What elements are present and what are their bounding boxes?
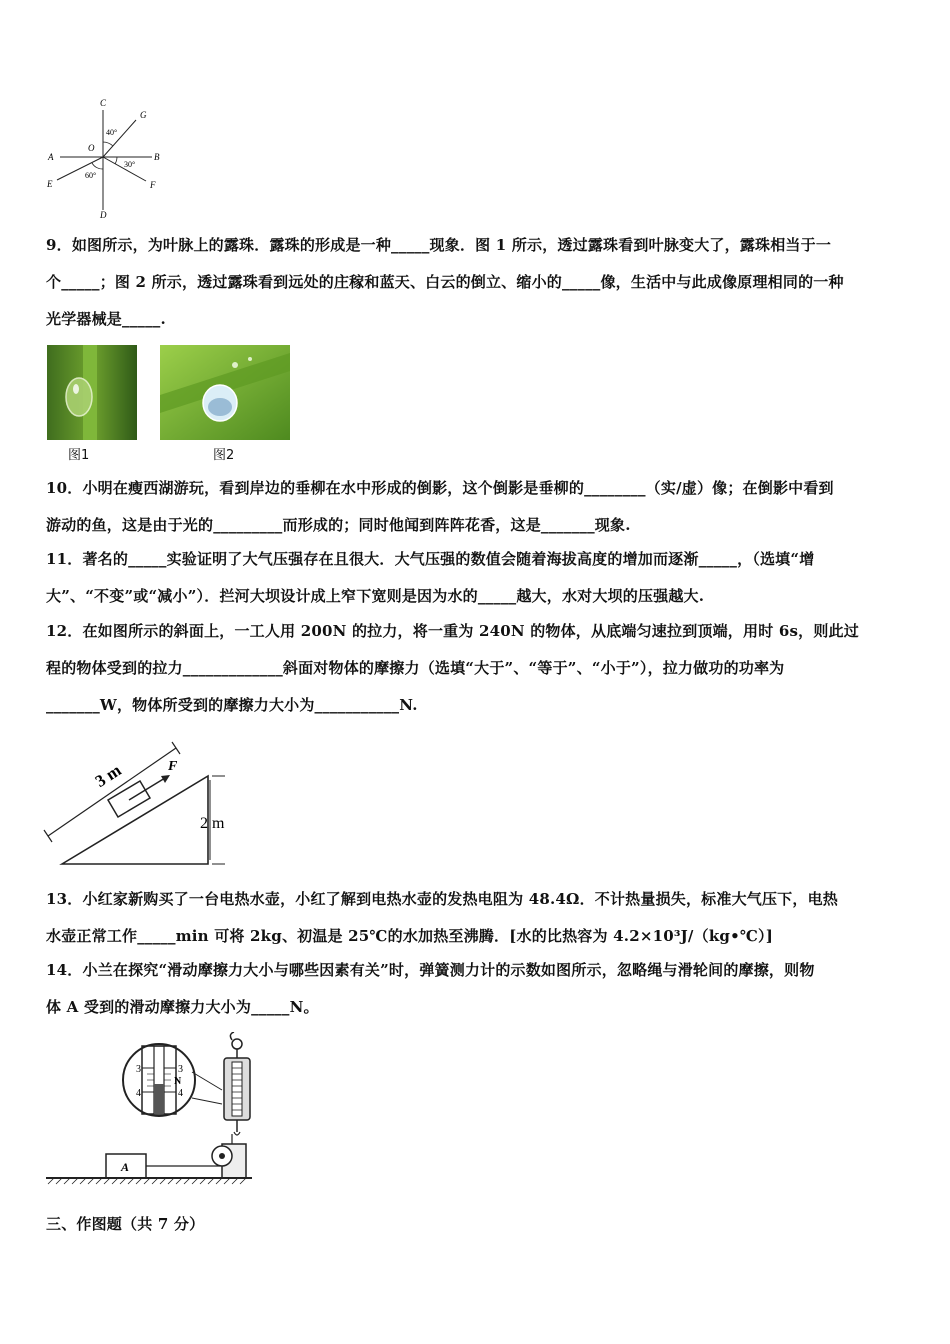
label-B: B <box>154 152 160 162</box>
scale-label-4-left: 4 <box>136 1088 141 1099</box>
q9-line1: 9．如图所示，为叶脉上的露珠．露珠的形成是一种_____现象．图 1 所示，透过露珠看到叶脉变大了，露珠相当于一 <box>46 236 832 254</box>
q10-line1: 10．小明在瘦西湖游玩，看到岸边的垂柳在水中形成的倒影，这个倒影是垂柳的________（实/虚）像；在倒影中看到 <box>46 479 834 497</box>
angle-30: 30° <box>124 160 136 169</box>
angle-40: 40° <box>106 128 118 137</box>
q12-line2: 程的物体受到的拉力_____________斜面对物体的摩擦力（选填“大于”、“等于”、“小于”），拉力做功的功率为 <box>46 659 785 677</box>
scale-label-3-right: 3 <box>178 1064 183 1075</box>
incline-force-label: F <box>168 759 178 774</box>
angle-60: 60° <box>85 171 97 180</box>
label-C: C <box>100 98 107 108</box>
scale-unit: N <box>174 1076 182 1087</box>
label-F: F <box>150 180 156 190</box>
label-D: D <box>100 210 107 220</box>
scale-label-4-right: 4 <box>178 1088 183 1099</box>
scale-label-3-left: 3 <box>136 1064 141 1075</box>
friction-figure <box>44 1032 264 1187</box>
q13-line2: 水壶正常工作_____min 可将 2kg、初温是 25℃的水加热至沸腾．[水的比热容为 4.2×10³J/（kg•℃）] <box>46 927 774 945</box>
dew-photo-2 <box>160 345 290 440</box>
fig1-caption: 图1 <box>68 448 90 463</box>
label-A: A <box>48 152 54 162</box>
block-A-label: A <box>121 1160 130 1174</box>
q14-line1: 14．小兰在探究“滑动摩擦力大小与哪些因素有关”时，弹簧测力计的示数如图所示，忽略绳与滑轮间的摩擦，则物 <box>46 961 815 979</box>
incline-length-label: 3 m <box>91 760 125 792</box>
q12-line1: 12．在如图所示的斜面上，一工人用 200N 的拉力，将一重为 240N 的物体，从底端匀速拉到顶端，用时 6s，则此过 <box>46 622 859 640</box>
fig2-caption: 图2 <box>213 448 235 463</box>
label-E: E <box>47 179 53 189</box>
section3-title: 三、作图题（共 7 分） <box>46 1215 205 1233</box>
q11-line2: 大”、“不变”或“减小”）．拦河大坝设计成上窄下宽则是因为水的_____越大，水对大坝的压强越大. <box>46 587 705 605</box>
q9-line3: 光学器械是_____. <box>46 310 166 328</box>
incline-height-label: 2 m <box>200 815 225 832</box>
q10-line2: 游动的鱼，这是由于光的_________而形成的；同时他闻到阵阵花香，这是_______现象. <box>46 516 631 534</box>
q12-line3: _______W，物体所受到的摩擦力大小为___________N. <box>46 696 418 714</box>
q14-line2: 体 A 受到的滑动摩擦力大小为_____N。 <box>46 998 319 1016</box>
q13-line1: 13．小红家新购买了一台电热水壶，小红了解到电热水壶的发热电阻为 48.4Ω．不计热量损失，标准大气压下，电热 <box>46 890 838 908</box>
q11-line1: 11．著名的_____实验证明了大气压强存在且很大．大气压强的数值会随着海拔高度的增加而逐渐_____，（选填“增 <box>46 550 815 568</box>
incline-figure <box>40 740 250 872</box>
dew-photo-1 <box>47 345 137 440</box>
angle-figure <box>40 96 170 221</box>
label-O: O <box>88 143 95 153</box>
label-G: G <box>140 110 147 120</box>
q9-line2: 个_____；图 2 所示，透过露珠看到远处的庄稼和蓝天、白云的倒立、缩小的_____像，生活中与此成像原理相同的一种 <box>46 273 844 291</box>
